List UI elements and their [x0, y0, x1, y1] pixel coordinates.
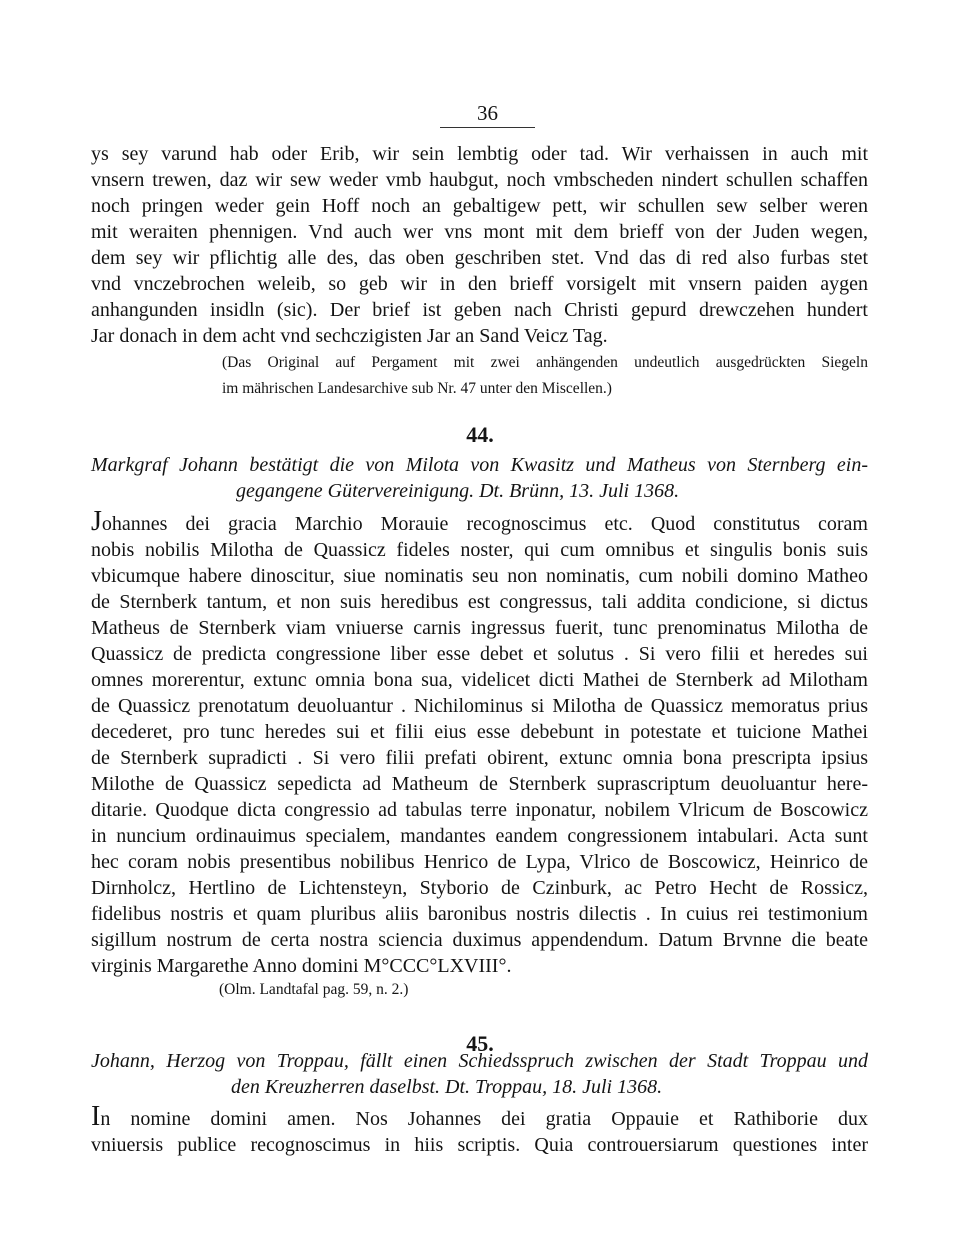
doc43-continuation-paragraph: [91, 141, 868, 349]
document-45-title: [91, 1048, 868, 1100]
text-line: ys sey varund hab oder Erib, wir sein lembtig oder tad. Wir verhaissen in auch mit: [91, 143, 868, 165]
initial-letter: J: [91, 506, 102, 537]
doc43-archive-note: [222, 350, 868, 402]
text-line: hec coram nobis presentibus nobilibus Henrico de Lypa, Vlrico de Boscowicz, Heinrico de: [91, 851, 868, 873]
page-number: 36: [477, 101, 498, 125]
first-line-text: n nomine domini amen. Nos Johannes dei gratia Oppauie et Rathiborie dux: [100, 1108, 868, 1130]
text-line: mit weraiten phennigen. Vnd auch wer vns mont mit dem brieff von der Juden wegen,: [91, 221, 868, 243]
note-line: (Das Original auf Pergament mit zwei anhängenden undeutlich ausgedrückten Siegeln: [222, 354, 868, 371]
text-line: Milothe de Quassicz sepedicta ad Matheum de Sternberk suprascriptum deuoluantur here-: [91, 773, 868, 795]
text-line: de Sternberk tantum, et non suis heredibus est congressus, tali addita condicione, si dictus: [91, 591, 868, 613]
text-line: in nuncium ordinauimus specialem, mandantes eandem congressionem intabulari. Acta sunt: [91, 825, 868, 847]
note-line: im mährischen Landesarchive sub Nr. 47 unter den Miscellen.): [222, 380, 612, 397]
text-line: decederet, pro tunc heredes sui et filii eius esse debebunt in potestate et tuicione Mathei: [91, 721, 868, 743]
text-line: anhangunden insidln (sic). Der brief ist geben nach Christi gepurd drewczehen hundert: [91, 299, 868, 321]
title-line: den Kreuzherren daselbst. Dt. Troppau, 18. Juli 1368.: [231, 1076, 663, 1098]
text-line: Quassicz de predicta congressione liber esse debet et solutus . Si vero filii et heredes sui: [91, 643, 868, 665]
text-line: Dirnholcz, Hertlino de Lichtensteyn, Styborio de Czinburk, ac Petro Hecht de Rossicz,: [91, 877, 868, 899]
document-44-source: (Olm. Landtafal pag. 59, n. 2.): [219, 981, 409, 998]
text-line: de Sternberk supradicti . Si vero filii prefati obirent, extunc omnia bona prescripta ipsius: [91, 747, 868, 769]
text-line: fidelibus nostris et quam pluribus aliis baronibus nostris dilectis . In cuius rei testimonium: [91, 903, 868, 925]
document-45-number: 45.: [466, 1031, 494, 1056]
first-line-text: ohannes dei gracia Marchio Morauie recognoscimus etc. Quod constitutus coram: [101, 513, 868, 535]
initial-letter: I: [91, 1101, 101, 1132]
text-line: [91, 1101, 868, 1132]
title-line: gegangene Gütervereinigung. Dt. Brünn, 13. Juli 1368.: [236, 480, 680, 502]
text-line: de Quassicz prenotatum deuoluantur . Nichilominus si Milotha de Quassicz memoratus prius: [91, 695, 868, 717]
document-44-number: 44.: [466, 422, 494, 447]
text-line: ditarie. Quodque dicta congressio ad tabulas terre inponatur, nobilem Vlricum de Boscowicz: [91, 799, 868, 821]
title-line: Johann, Herzog von Troppau, fällt einen Schiedsspruch zwischen der Stadt Troppau und: [91, 1050, 868, 1072]
text-line: dem sey wir pflichtig alle des, das oben geschriben stet. Vnd das di red also furbas stet: [91, 247, 868, 269]
text-line: Matheus de Sternberk viam vniuerse carnis ingressus fuerit, tunc prenominatus Milotha de: [91, 617, 868, 639]
text-line: [91, 506, 868, 537]
text-line: vnd vnczebrochen weleib, so geb wir in den brieff vorsigelt mit vnsern paiden aygen: [91, 273, 868, 295]
document-45-body: [91, 1101, 868, 1158]
text-line: Jar donach in dem acht vnd sechczigisten Jar an Sand Veicz Tag.: [91, 325, 608, 347]
document-44-body: [91, 506, 868, 979]
text-line: vnsern trewen, daz wir sew weder vmb haubgut, noch vmbscheden nindert schullen schaffen: [91, 169, 868, 191]
text-line: noch pringen weder gein Hoff noch an gebaltigew pett, wir schullen sew selber weren: [91, 195, 868, 217]
text-line: omnes morerentur, extunc omnia bona sua, videlicet dicti Mathei de Sternberk ad Milotham: [91, 669, 868, 691]
text-line: virginis Margarethe Anno domini M°CCC°LXVIII°.: [91, 955, 512, 977]
title-line: Markgraf Johann bestätigt die von Milota von Kwasitz und Matheus von Sternberg ein-: [91, 454, 868, 476]
text-line: vniuersis publice recognoscimus in hiis scriptis. Quia controuersiarum questiones inter: [91, 1134, 868, 1156]
text-line: vbicumque habere dinoscitur, siue nominatis seu non nominatis, cum nobili domino Matheo: [91, 565, 868, 587]
document-44-title: [91, 452, 868, 504]
text-line: nobis nobilis Milotha de Quassicz fideles noster, qui cum omnibus et singulis bonis suis: [91, 539, 868, 561]
text-line: sigillum nostrum de certa nostra sciencia duximus appendendum. Datum Brvnne die beate: [91, 929, 868, 951]
page-number-rule: [440, 127, 535, 128]
